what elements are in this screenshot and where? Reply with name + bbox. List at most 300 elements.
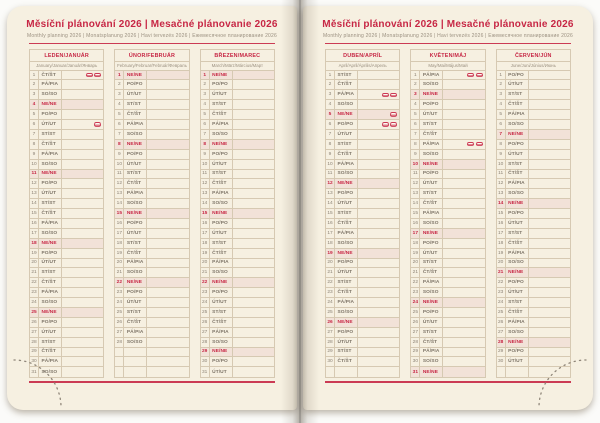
holiday-icon-sk xyxy=(94,122,101,126)
day-number: 26 xyxy=(497,318,506,327)
day-abbrev: ST/ST xyxy=(335,209,358,218)
page-title: Měsíční plánování 2026 | Mesačné plánovanie 2026 xyxy=(26,19,278,30)
notes-cell xyxy=(233,348,274,357)
day-number: 17 xyxy=(115,229,124,238)
day-abbrev: PO/PO xyxy=(210,357,233,366)
day-abbrev: PO/PO xyxy=(335,328,358,337)
corner-perforation-arc xyxy=(11,350,67,406)
day-abbrev: NE/NE xyxy=(210,209,233,218)
day-number: 17 xyxy=(326,229,335,238)
day-row xyxy=(201,288,274,298)
day-abbrev: ÚT/UT xyxy=(506,357,529,366)
day-row xyxy=(201,229,274,239)
day-row xyxy=(497,90,570,100)
day-number: 19 xyxy=(30,249,39,258)
day-row xyxy=(30,338,103,348)
holiday-icon-sk xyxy=(390,93,397,97)
day-row xyxy=(326,229,399,239)
notes-cell xyxy=(358,239,399,248)
day-row xyxy=(30,110,103,120)
day-abbrev: ST/ST xyxy=(506,160,529,169)
day-number: 5 xyxy=(115,110,124,119)
notes-cell xyxy=(147,71,188,80)
notes-cell xyxy=(147,338,188,347)
day-row xyxy=(30,239,103,249)
day-abbrev: PO/PO xyxy=(335,259,358,268)
day-abbrev: NE/NE xyxy=(420,229,443,238)
day-abbrev: PO/PO xyxy=(335,189,358,198)
notes-cell xyxy=(62,160,103,169)
day-abbrev: NE/NE xyxy=(420,298,443,307)
notes-cell xyxy=(147,189,188,198)
day-abbrev: NE/NE xyxy=(124,71,147,80)
notes-cell xyxy=(147,259,188,268)
day-row xyxy=(326,80,399,90)
day-number: 20 xyxy=(201,259,210,268)
day-abbrev: PÁ/PIA xyxy=(335,160,358,169)
day-row xyxy=(115,140,188,150)
day-row xyxy=(201,71,274,81)
day-abbrev: ČT/ŠT xyxy=(506,239,529,248)
notes-cell xyxy=(358,338,399,347)
day-number: 27 xyxy=(326,328,335,337)
day-number: 5 xyxy=(201,110,210,119)
day-row xyxy=(497,249,570,259)
day-row xyxy=(326,278,399,288)
day-number: 11 xyxy=(326,170,335,179)
day-row xyxy=(497,110,570,120)
day-row xyxy=(201,357,274,367)
day-row xyxy=(115,288,188,298)
day-number: 24 xyxy=(411,298,420,307)
day-abbrev: PÁ/PIA xyxy=(210,189,233,198)
month-languages: March/März/Március/Март xyxy=(201,62,274,71)
notes-cell xyxy=(443,308,484,317)
month-table-1 xyxy=(29,49,104,378)
notes-cell xyxy=(233,199,274,208)
notes-cell xyxy=(443,80,484,89)
day-number: 26 xyxy=(115,318,124,327)
notes-cell xyxy=(62,71,103,80)
day-abbrev: ÚT/UT xyxy=(39,328,62,337)
day-row xyxy=(497,298,570,308)
day-abbrev: PÁ/PIA xyxy=(506,110,529,119)
day-number: 28 xyxy=(411,338,420,347)
day-number: 1 xyxy=(326,71,335,80)
notes-cell xyxy=(529,100,570,109)
day-number: 6 xyxy=(30,120,39,129)
notes-cell xyxy=(147,249,188,258)
day-abbrev: ÚT/UT xyxy=(335,199,358,208)
day-number-empty xyxy=(115,348,124,357)
day-row xyxy=(411,150,484,160)
day-number: 13 xyxy=(497,189,506,198)
day-abbrev: SO/SO xyxy=(210,130,233,139)
notes-cell xyxy=(529,278,570,287)
day-abbrev: ČT/ŠT xyxy=(124,110,147,119)
day-row xyxy=(201,160,274,170)
day-row xyxy=(30,80,103,90)
header-rule xyxy=(29,43,275,45)
month-table-2 xyxy=(114,49,189,378)
notes-cell xyxy=(529,110,570,119)
day-number: 3 xyxy=(201,90,210,99)
day-number: 25 xyxy=(326,308,335,317)
month-table-3 xyxy=(200,49,275,378)
notes-cell xyxy=(147,179,188,188)
notes-cell xyxy=(62,140,103,149)
day-abbrev: ST/ST xyxy=(124,100,147,109)
day-row xyxy=(30,288,103,298)
day-abbrev: ČT/ŠT xyxy=(335,150,358,159)
month-name: BŘEZEN/MAREC xyxy=(201,50,274,62)
day-row xyxy=(326,288,399,298)
day-row xyxy=(326,179,399,189)
day-row xyxy=(497,278,570,288)
day-number: 26 xyxy=(326,318,335,327)
day-row xyxy=(201,100,274,110)
notes-cell xyxy=(358,100,399,109)
day-number: 30 xyxy=(30,357,39,366)
day-number: 9 xyxy=(497,150,506,159)
day-row xyxy=(115,80,188,90)
day-abbrev: PÁ/PIA xyxy=(39,357,62,366)
day-abbrev: ST/ST xyxy=(420,189,443,198)
day-number: 2 xyxy=(497,80,506,89)
day-row xyxy=(411,199,484,209)
day-abbrev: PO/PO xyxy=(210,288,233,297)
day-abbrev: PÁ/PIA xyxy=(124,328,147,337)
day-abbrev: ÚT/UT xyxy=(210,229,233,238)
day-row xyxy=(30,130,103,140)
day-number: 15 xyxy=(411,209,420,218)
notes-cell xyxy=(443,338,484,347)
notes-cell xyxy=(358,199,399,208)
day-abbrev: SO/SO xyxy=(39,90,62,99)
day-abbrev: SO/SO xyxy=(420,150,443,159)
day-number: 2 xyxy=(201,80,210,89)
notes-cell xyxy=(358,308,399,317)
day-number: 26 xyxy=(201,318,210,327)
day-abbrev: SO/SO xyxy=(39,367,62,377)
day-abbrev: ČT/ŠT xyxy=(420,338,443,347)
day-abbrev: PO/PO xyxy=(210,80,233,89)
day-abbrev: ČT/ŠT xyxy=(210,110,233,119)
notes-cell xyxy=(358,80,399,89)
day-abbrev: SO/SO xyxy=(39,160,62,169)
day-row xyxy=(411,288,484,298)
notes-cell xyxy=(529,209,570,218)
holiday-icon-sk xyxy=(94,73,101,77)
day-row xyxy=(201,219,274,229)
notes-cell xyxy=(529,229,570,238)
day-row xyxy=(115,110,188,120)
notes-cell xyxy=(358,268,399,277)
day-row xyxy=(30,160,103,170)
day-row xyxy=(201,130,274,140)
day-number: 2 xyxy=(411,80,420,89)
notes-cell xyxy=(62,318,103,327)
notes-cell xyxy=(443,268,484,277)
holiday-icon-cz xyxy=(382,122,389,126)
day-abbrev: ST/ST xyxy=(335,278,358,287)
day-abbrev: NE/NE xyxy=(39,170,62,179)
notes-cell xyxy=(358,298,399,307)
notes-cell xyxy=(233,140,274,149)
notes-cell xyxy=(358,130,399,139)
notes-cell xyxy=(529,189,570,198)
notes-cell xyxy=(443,179,484,188)
day-abbrev: ST/ST xyxy=(506,90,529,99)
day-abbrev: NE/NE xyxy=(506,130,529,139)
day-row xyxy=(497,71,570,81)
day-number: 9 xyxy=(326,150,335,159)
notes-cell xyxy=(443,71,484,80)
day-abbrev: SO/SO xyxy=(420,219,443,228)
notes-cell xyxy=(358,110,399,119)
day-row xyxy=(411,239,484,249)
day-row xyxy=(115,318,188,328)
notes-cell xyxy=(529,259,570,268)
day-abbrev: ÚT/UT xyxy=(335,338,358,347)
day-number: 15 xyxy=(497,209,506,218)
day-number: 24 xyxy=(497,298,506,307)
day-abbrev: PÁ/PIA xyxy=(420,140,443,149)
day-abbrev: ST/ST xyxy=(39,199,62,208)
notes-cell xyxy=(529,160,570,169)
day-abbrev-empty xyxy=(124,367,147,377)
notes-cell xyxy=(62,229,103,238)
day-number-empty xyxy=(326,367,335,377)
day-number: 15 xyxy=(326,209,335,218)
day-abbrev: ÚT/UT xyxy=(506,80,529,89)
notes-cell xyxy=(529,71,570,80)
notes-cell xyxy=(147,268,188,277)
day-abbrev: PÁ/PIA xyxy=(210,259,233,268)
day-number: 15 xyxy=(201,209,210,218)
day-number: 23 xyxy=(201,288,210,297)
day-number: 14 xyxy=(326,199,335,208)
day-row xyxy=(497,150,570,160)
day-number: 4 xyxy=(497,100,506,109)
notes-cell xyxy=(233,170,274,179)
day-row xyxy=(201,298,274,308)
day-abbrev: NE/NE xyxy=(210,71,233,80)
day-number: 10 xyxy=(497,160,506,169)
day-number: 24 xyxy=(115,298,124,307)
notes-cell xyxy=(233,219,274,228)
notes-cell xyxy=(233,90,274,99)
day-number: 25 xyxy=(411,308,420,317)
notes-cell xyxy=(147,150,188,159)
day-row xyxy=(497,160,570,170)
day-abbrev: SO/SO xyxy=(39,298,62,307)
day-abbrev: ÚT/UT xyxy=(506,219,529,228)
notes-cell xyxy=(443,90,484,99)
day-row xyxy=(411,120,484,130)
day-number: 9 xyxy=(115,150,124,159)
notes-cell xyxy=(147,229,188,238)
day-number: 10 xyxy=(30,160,39,169)
day-abbrev: PÁ/PIA xyxy=(39,80,62,89)
day-number: 12 xyxy=(497,179,506,188)
day-row xyxy=(115,199,188,209)
day-number: 19 xyxy=(201,249,210,258)
day-abbrev: NE/NE xyxy=(39,100,62,109)
holiday-icon-sk xyxy=(476,142,483,146)
notes-cell xyxy=(147,288,188,297)
notes-cell xyxy=(358,328,399,337)
notes-cell xyxy=(529,298,570,307)
notes-cell xyxy=(443,367,484,377)
holiday-icon-sk xyxy=(476,73,483,77)
day-row xyxy=(411,189,484,199)
day-abbrev: ÚT/UT xyxy=(210,298,233,307)
day-number: 26 xyxy=(411,318,420,327)
day-abbrev: PO/PO xyxy=(420,170,443,179)
day-number: 19 xyxy=(326,249,335,258)
day-number: 4 xyxy=(326,100,335,109)
notes-cell xyxy=(529,308,570,317)
day-row xyxy=(411,179,484,189)
day-abbrev: NE/NE xyxy=(335,110,358,119)
day-abbrev: PO/PO xyxy=(420,100,443,109)
day-number: 21 xyxy=(326,268,335,277)
day-number: 20 xyxy=(497,259,506,268)
day-number: 15 xyxy=(30,209,39,218)
day-row xyxy=(30,120,103,130)
day-number: 14 xyxy=(201,199,210,208)
day-abbrev-empty xyxy=(124,348,147,357)
notes-cell xyxy=(529,90,570,99)
day-number: 25 xyxy=(115,308,124,317)
notes-cell xyxy=(529,130,570,139)
day-number: 21 xyxy=(30,268,39,277)
day-abbrev: ST/ST xyxy=(506,298,529,307)
day-row xyxy=(201,308,274,318)
day-abbrev: SO/SO xyxy=(124,199,147,208)
notes-cell xyxy=(147,209,188,218)
notes-cell xyxy=(62,170,103,179)
day-abbrev: ČT/ŠT xyxy=(124,179,147,188)
notes-cell xyxy=(443,150,484,159)
day-row xyxy=(201,150,274,160)
month-name: KVĚTEN/MÁJ xyxy=(411,50,484,62)
day-row xyxy=(326,259,399,269)
day-abbrev: NE/NE xyxy=(335,318,358,327)
day-row xyxy=(326,130,399,140)
notes-cell xyxy=(233,229,274,238)
notes-cell xyxy=(443,100,484,109)
day-abbrev: SO/SO xyxy=(124,130,147,139)
month-languages: June/Juni/Június/Июнь xyxy=(497,62,570,71)
day-abbrev: PO/PO xyxy=(210,150,233,159)
day-row xyxy=(411,110,484,120)
day-number: 21 xyxy=(411,268,420,277)
day-number: 3 xyxy=(411,90,420,99)
day-abbrev: SO/SO xyxy=(335,100,358,109)
day-row xyxy=(411,80,484,90)
notes-cell xyxy=(358,219,399,228)
day-abbrev: PÁ/PIA xyxy=(124,120,147,129)
day-row xyxy=(411,71,484,81)
month-name: ČERVEN/JÚN xyxy=(497,50,570,62)
day-row xyxy=(115,239,188,249)
day-abbrev: SO/SO xyxy=(210,268,233,277)
notes-cell xyxy=(443,288,484,297)
day-row xyxy=(201,278,274,288)
day-row xyxy=(411,268,484,278)
day-row xyxy=(497,318,570,328)
day-number: 18 xyxy=(115,239,124,248)
day-abbrev: ST/ST xyxy=(39,130,62,139)
day-row xyxy=(115,209,188,219)
notes-cell xyxy=(147,100,188,109)
notes-cell xyxy=(233,179,274,188)
notes-cell xyxy=(62,239,103,248)
header-rule xyxy=(325,43,571,45)
notes-cell xyxy=(443,348,484,357)
day-number: 24 xyxy=(326,298,335,307)
day-abbrev: PÁ/PIA xyxy=(39,150,62,159)
day-number: 17 xyxy=(497,229,506,238)
day-number-empty xyxy=(115,357,124,366)
day-abbrev: ÚT/UT xyxy=(420,110,443,119)
day-row xyxy=(201,348,274,358)
notes-cell xyxy=(147,110,188,119)
day-number: 24 xyxy=(30,298,39,307)
day-number: 1 xyxy=(201,71,210,80)
notes-cell xyxy=(233,150,274,159)
day-row xyxy=(201,209,274,219)
day-number: 30 xyxy=(411,357,420,366)
notes-cell xyxy=(62,209,103,218)
day-row xyxy=(115,328,188,338)
day-number: 17 xyxy=(411,229,420,238)
day-row xyxy=(411,367,484,377)
day-abbrev-empty xyxy=(124,357,147,366)
day-row xyxy=(201,179,274,189)
notes-cell xyxy=(358,348,399,357)
day-abbrev: SO/SO xyxy=(506,189,529,198)
notes-cell xyxy=(443,120,484,129)
day-row xyxy=(497,189,570,199)
day-abbrev: PO/PO xyxy=(124,80,147,89)
day-row xyxy=(30,71,103,81)
day-number: 13 xyxy=(201,189,210,198)
notes-cell xyxy=(358,150,399,159)
day-row xyxy=(497,199,570,209)
notes-cell xyxy=(147,170,188,179)
day-row xyxy=(411,348,484,358)
day-number: 22 xyxy=(326,278,335,287)
day-number: 8 xyxy=(411,140,420,149)
day-row xyxy=(115,100,188,110)
day-number: 11 xyxy=(115,170,124,179)
day-row xyxy=(115,278,188,288)
day-row xyxy=(115,229,188,239)
day-number: 19 xyxy=(411,249,420,258)
day-number: 22 xyxy=(115,278,124,287)
day-abbrev: SO/SO xyxy=(420,80,443,89)
day-abbrev: ČT/ŠT xyxy=(39,278,62,287)
day-row xyxy=(30,268,103,278)
day-number: 23 xyxy=(326,288,335,297)
day-row xyxy=(497,338,570,348)
day-number: 1 xyxy=(115,71,124,80)
day-abbrev: ST/ST xyxy=(335,140,358,149)
notes-cell xyxy=(233,160,274,169)
